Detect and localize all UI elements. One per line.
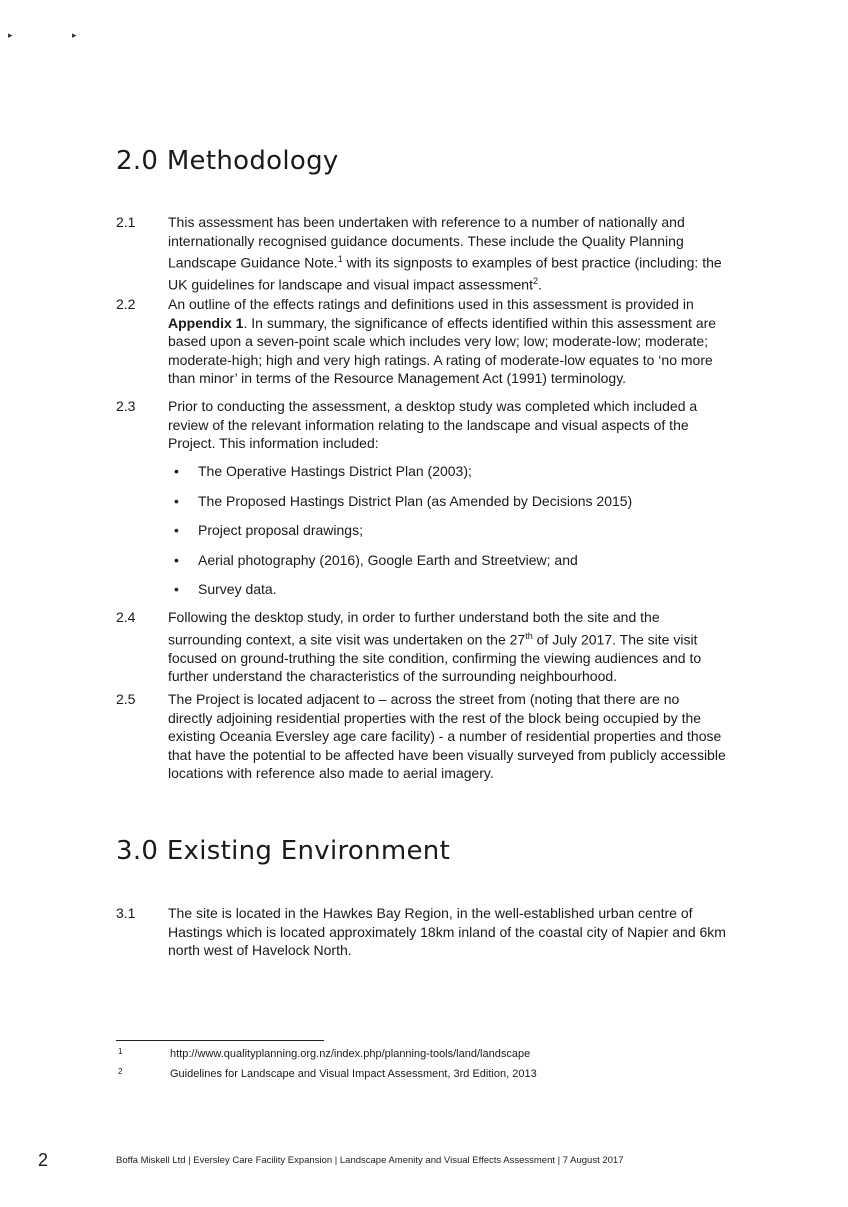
paragraph-number: 3.1 [116,905,136,921]
paragraph-text: The Project is located adjacent to – across the street from (noting that there are no directly adjoining residential properties with the rest of the block being occupied by the existing Oceania Eversley age care facility) - a number of residential properties and those that have the potential to be affected have been visually surveyed from publicly accessible locations with reference also made to aerial imagery. [168,691,726,781]
paragraph-text: Prior to conducting the assessment, a desktop study was completed which included a review of the relevant information relating to the landscape and visual aspects of the Project. This information included: [168,398,698,451]
list-item: • Survey data. [172,580,632,610]
footnote-2 [116,1067,636,1081]
paragraph-2-4 [116,608,726,686]
paragraph-text: The site is located in the Hawkes Bay Region, in the well-established urban centre of Hastings which is located approximately 18km inland of the coastal city of Napier and 6km north west of Havelock North. [168,905,726,958]
footnote-text: Guidelines for Landscape and Visual Impact Assessment, 3rd Edition, 2013 [170,1068,537,1080]
scan-mark: ▸ [8,30,13,40]
paragraph-number: 2.5 [116,691,136,707]
footnote-ref-2: 2 [532,276,538,287]
paragraph-text-part: of July 2017. The site visit focused on ground-truthing the site condition, confirming the viewing audiences and to further understand the characteristics of the surrounding neighbourhood. [168,631,702,685]
paragraph-2-1 [116,213,726,294]
list-item: • The Proposed Hastings District Plan (as Amended by Decisions 2015) [172,492,632,522]
footnote-divider [116,1040,324,1041]
page-footer: Boffa Miskell Ltd | Eversley Care Facility Expansion | Landscape Amenity and Visual Effects Assessment | 7 August 2017 [116,1155,624,1166]
paragraph-2-2 [116,295,726,388]
footnote-text: http://www.qualityplanning.org.nz/index.php/planning-tools/land/landscape [170,1048,531,1060]
paragraph-text-part: This assessment has been undertaken with reference to a number of nationally and internationally recognised guidance documents. These include the Quality Planning Landscape Guidance Note. [168,214,685,271]
paragraph-2-5 [116,690,726,783]
paragraph-text-part: . [538,276,542,293]
footnote-number: 1 [118,1047,123,1056]
section-heading-methodology: 2.0 Methodology [116,146,339,176]
paragraph-number: 2.4 [116,609,136,625]
paragraph-number: 2.2 [116,296,136,312]
information-list [172,462,632,610]
paragraph-text-part: . In summary, the significance of effects identified within this assessment are based upon a seven-point scale which includes very low; low; moderate-low; moderate; moderate-high; high and very high ratings. A rating of moderate-low equates to ‘no more than minor’ in terms of the Resource Management Act (1991) terminology. [168,314,717,386]
paragraph-number: 2.3 [116,398,136,414]
paragraph-text [168,608,726,686]
paragraph-3-1 [116,904,726,960]
paragraph-text-part: with its signposts to examples of best practice (including: the UK guidelines for landscape and visual impact assessment [168,254,722,293]
paragraph-text-part: Following the desktop study, in order to further understand both the site and the surrounding context, a site visit was undertaken on the 27 [168,609,660,648]
list-item: • Aerial photography (2016), Google Earth and Streetview; and [172,551,632,581]
section-heading-existing-environment: 3.0 Existing Environment [116,836,451,866]
paragraph-text [168,213,726,294]
paragraph-number: 2.1 [116,214,136,230]
list-item: • The Operative Hastings District Plan (2003); [172,462,632,492]
list-item: • Project proposal drawings; [172,521,632,551]
appendix-reference: Appendix 1 [168,314,244,331]
paragraph-2-3 [116,397,726,453]
paragraph-text-part: An outline of the effects ratings and definitions used in this assessment is provided in [168,296,694,312]
footnote-number: 2 [118,1067,123,1076]
page-number: 2 [38,1150,49,1170]
footnote-ref-1: 1 [337,254,343,264]
footnote-1 [116,1047,636,1061]
scan-mark: ▸ [72,30,77,40]
ordinal-suffix: th [525,630,533,641]
paragraph-text [168,295,726,388]
